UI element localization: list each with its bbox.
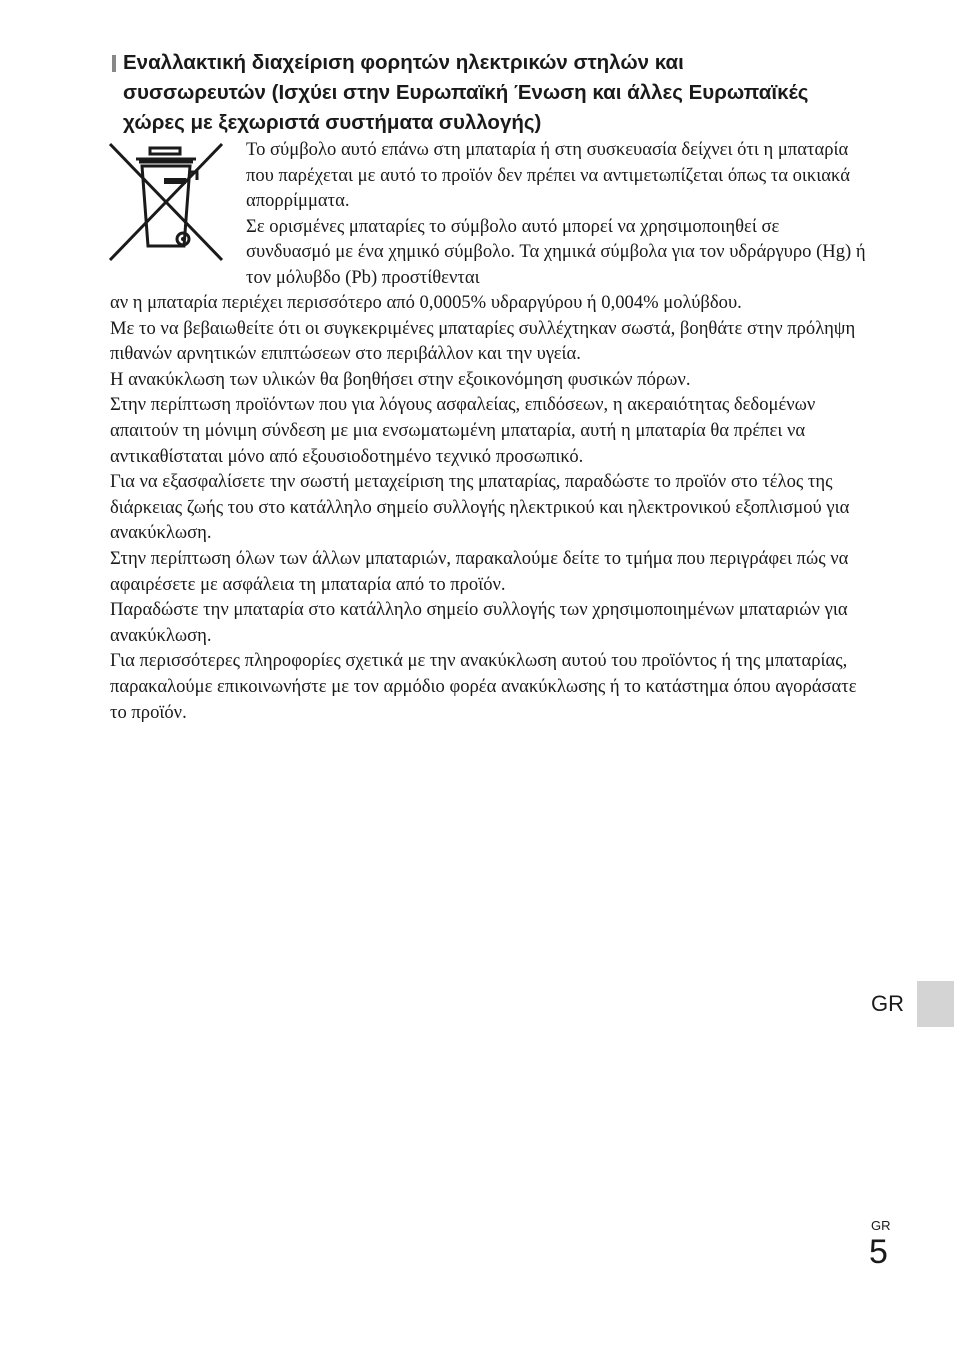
paragraph: Για περισσότερες πληροφορίες σχετικά με την ανακύκλωση αυτού του προϊόντος ή της μπαταρίας, παρακαλούμε επικοινωνήστε με τον αρμόδιο φορέα ανακύκλωσης ή το κατάστημα όπου αγοράσατε το προϊόν. [110, 650, 857, 723]
paragraph: Σε ορισμένες μπαταρίες το σύμβολο αυτό μπορεί να χρησιμοποιηθεί σε συνδυασμό με ένα χημικό σύμβολο. Τα χημικά σύμβολα για τον υδράργυρο (Hg) ή τον μόλυβδο (Pb) προστίθενται [246, 215, 866, 288]
body-text [110, 290, 866, 725]
paragraph: Η ανακύκλωση των υλικών θα βοηθήσει στην εξοικονόμηση φυσικών πόρων. [110, 368, 691, 390]
paragraph: Με το να βεβαιωθείτε ότι οι συγκεκριμένες μπαταρίες συλλέχτηκαν σωστά, βοηθάτε στην πρόληψη πιθανών αρνητικών επιπτώσεων στο περιβάλλον και την υγεία. [110, 317, 856, 365]
paragraph: Στην περίπτωση προϊόντων που για λόγους ασφαλείας, επιδόσεων, η ακεραιότητας δεδομένων απαιτούν τη μόνιμη σύνδεση με μια ενσωματωμένη μπαταρία, αυτή η μπαταρία θα πρέπει να αντικαθίσταται μόνο από εξουσιοδοτημένο τεχνικό προσωπικό. [110, 394, 816, 467]
intro-text [246, 137, 866, 291]
language-tab-label: GR [871, 991, 904, 1016]
language-tab [917, 981, 954, 1027]
paragraph: Για να εξασφαλίσετε την σωστή μεταχείριση της μπαταρίας, παραδώστε το προϊόν στο τέλος της διάρκειας ζωής του στο κατάλληλο σημείο συλλογής ηλεκτρικού και ηλεκτρονικού εξοπλισμού για ανακύκλωση. [110, 471, 850, 544]
paragraph: Παραδώστε την μπαταρία στο κατάλληλο σημείο συλλογής των χρησιμοποιημένων μπαταριών για ανακύκλωση. [110, 599, 848, 646]
paragraph: Το σύμβολο αυτό επάνω στη μπαταρία ή στη συσκευασία δείχνει ότι η μπαταρία που παρέχεται με αυτό το προϊόν δεν πρέπει να αντιμετωπίζεται όπως τα οικιακά απορρίμματα. [246, 139, 850, 212]
paragraph: αν η μπαταρία περιέχει περισσότερο από 0,0005% υδραργύρου ή 0,004% μολύβδου. [110, 292, 742, 313]
paragraph: Στην περίπτωση όλων των άλλων μπαταριών, παρακαλούμε δείτε το τμήμα που περιγράφει πώς να αφαιρέσετε με ασφάλεια τη μπαταρία από το προϊόν. [110, 547, 849, 595]
section-heading: Εναλλακτική διαχείριση φορητών ηλεκτρικών στηλών και συσσωρευτών (Ισχύει στην Ευρωπαϊκή Ένωση και άλλες Ευρωπαϊκές χώρες με ξεχωριστά συστήματα συλλογής) [123, 51, 809, 134]
crossed-out-wheelie-bin-icon [108, 142, 224, 262]
page-language-code: GR [871, 1218, 891, 1233]
page-number: 5 [869, 1233, 888, 1271]
heading-marker [112, 55, 116, 72]
